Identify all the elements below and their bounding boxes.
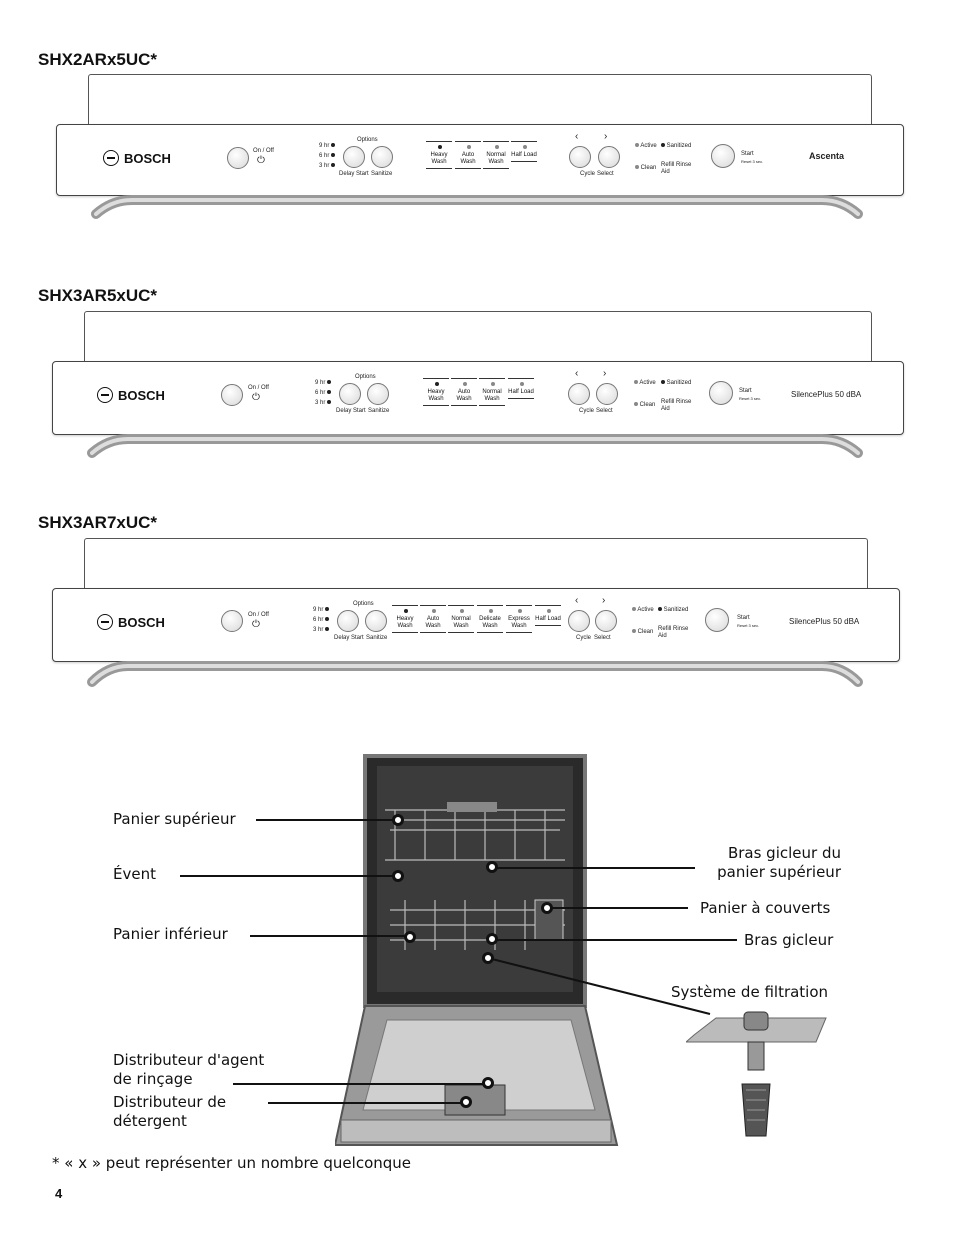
cycle-heavy-wash[interactable]: Heavy Wash [423,378,449,406]
callout-dot [404,931,416,943]
clean-indicator: Clean [632,402,655,409]
on-off-label: On / Off [253,148,274,154]
select-button[interactable] [596,383,618,405]
cycle-auto-wash[interactable]: Auto Wash [455,141,481,169]
options-label: Options [355,374,376,380]
select-label: Select [596,408,613,414]
control-panel-1 [52,74,904,264]
door-handle [52,431,904,503]
start-label: Start [741,151,754,157]
callout-dot [486,861,498,873]
cycle-normal-wash[interactable]: Normal Wash [448,605,474,633]
cycle-button[interactable] [569,146,591,168]
chevron-left-icon: ‹ [575,368,579,379]
cycle-delicate-wash[interactable]: Delicate Wash [477,605,503,633]
select-button[interactable] [598,146,620,168]
sanitize-label: Sanitize [371,171,393,177]
clean-indicator: Clean [633,165,656,172]
cycle-half-load[interactable]: Half Load [511,141,537,162]
sanitized-indicator: Sanitized [656,607,688,614]
door-handle [52,658,904,733]
cycle-heavy-wash[interactable]: Heavy Wash [426,141,452,169]
cycle-label: Cycle [580,171,596,177]
start-button[interactable] [705,608,729,632]
delay-3-label: 3 hr [319,163,335,170]
on-off-button[interactable] [221,610,243,632]
power-icon: ⏻ [252,392,260,403]
delay-6-label: 6 hr [319,153,335,160]
options-label: Options [357,137,378,143]
options-label: Options [353,601,374,607]
bosch-logo-icon [97,614,113,630]
reset-label: Reset 3 sec. [739,396,762,401]
door-top [88,74,872,127]
label-panier-inferieur: Panier inférieur [113,925,228,943]
on-off-label: On / Off [248,385,269,391]
delay-9-label: 9 hr [315,380,331,387]
cycle-normal-wash[interactable]: Normal Wash [479,378,505,406]
delay-start-label: Delay Start [339,171,369,177]
sanitized-indicator: Sanitized [659,380,691,387]
label-event: Évent [113,865,156,883]
clean-indicator: Clean [630,629,653,636]
callout-dot [541,902,553,914]
cycle-label: Cycle [579,408,595,414]
sanitize-button[interactable] [371,146,393,168]
delay-6-label: 6 hr [315,390,331,397]
label-systeme-filtration: Système de filtration [671,983,829,1001]
leader-line [480,950,715,1020]
callout-dot [482,1077,494,1089]
door-top [84,538,868,591]
reset-label: Reset 3 sec. [737,623,760,628]
delay-start-button[interactable] [343,146,365,168]
cycle-auto-wash[interactable]: Auto Wash [420,605,446,633]
sanitize-label: Sanitize [368,408,390,414]
filter-system-image [686,1010,832,1145]
chevron-left-icon: ‹ [575,595,579,606]
panel-strip [56,124,904,196]
sanitize-button[interactable] [367,383,389,405]
model-title-2: SHX3AR5xUC* [38,286,158,305]
delay-3-label: 3 hr [315,400,331,407]
start-label: Start [739,388,752,394]
power-icon: ⏻ [257,155,265,166]
delay-9-label: 9 hr [319,143,335,150]
brand: BOSCH [103,150,171,166]
label-detergent: Distributeur de détergent [113,1093,227,1130]
cycle-label: Cycle [576,635,592,641]
sanitized-indicator: Sanitized [659,143,691,150]
cycle-half-load[interactable]: Half Load [535,605,561,626]
start-label: Start [737,615,750,621]
leader-line [492,867,695,869]
control-panel-3 [52,538,904,733]
panel-strip [52,361,904,435]
cycle-auto-wash[interactable]: Auto Wash [451,378,477,406]
reset-label: Reset 3 sec. [741,159,764,164]
brand: BOSCH [97,387,165,403]
panel-strip [52,588,900,662]
door-handle [52,192,904,264]
callout-dot [486,933,498,945]
select-label: Select [597,171,614,177]
cycle-express-wash[interactable]: Express Wash [506,605,532,633]
delay-start-button[interactable] [339,383,361,405]
label-panier-couverts: Panier à couverts [700,899,831,917]
start-button[interactable] [711,144,735,168]
leader-line [268,1102,466,1104]
leader-line [492,939,737,941]
footnote: * « x » peut représenter un nombre quelconque [52,1154,412,1172]
model-title-1: SHX2ARx5UC* [38,50,158,69]
active-indicator: Active [632,380,656,387]
cycle-button[interactable] [568,610,590,632]
label-bras-gicleur: Bras gicleur [744,931,834,949]
bosch-logo-icon [97,387,113,403]
sanitize-label: Sanitize [366,635,388,641]
on-off-button[interactable] [227,147,249,169]
label-bras-gicleur-superieur: Bras gicleur du panier supérieur [717,844,841,881]
cycle-button[interactable] [568,383,590,405]
leader-line [546,907,688,909]
brand: BOSCH [97,614,165,630]
leader-line [180,875,398,877]
model-badge: Ascenta [809,151,845,161]
cycle-half-load[interactable]: Half Load [508,378,534,399]
callout-dot [392,814,404,826]
delay-start-label: Delay Start [334,635,364,641]
delay-6-label: 6 hr [313,617,329,624]
page-number: 4 [55,1186,63,1201]
delay-3-label: 3 hr [313,627,329,634]
active-indicator: Active [633,143,657,150]
chevron-right-icon: › [602,595,606,606]
cycle-normal-wash[interactable]: Normal Wash [483,141,509,169]
chevron-right-icon: › [604,131,608,142]
delay-start-label: Delay Start [336,408,366,414]
sanitize-button[interactable] [365,610,387,632]
on-off-label: On / Off [248,612,269,618]
select-label: Select [594,635,611,641]
label-panier-superieur: Panier supérieur [113,810,236,828]
chevron-right-icon: › [603,368,607,379]
active-indicator: Active [630,607,654,614]
bosch-logo-icon [103,150,119,166]
leader-line [233,1083,488,1085]
callout-dot [392,870,404,882]
delay-9-label: 9 hr [313,607,329,614]
callout-dot [460,1096,472,1108]
on-off-button[interactable] [221,384,243,406]
model-title-3: SHX3AR7xUC* [38,513,158,532]
label-rincage: Distributeur d'agent de rinçage [113,1051,265,1088]
control-panel-2 [52,311,904,501]
refill-rinse-aid-indicator: Refill Rinse Aid [658,626,689,639]
refill-rinse-aid-indicator: Refill Rinse Aid [661,399,692,412]
power-icon: ⏻ [252,619,260,630]
model-badge: SilencePlus 50 dBA [789,617,860,626]
start-button[interactable] [709,381,733,405]
door-top [84,311,872,364]
delay-start-button[interactable] [337,610,359,632]
model-badge: SilencePlus 50 dBA [791,390,862,399]
callout-dot [482,952,494,964]
refill-rinse-aid-indicator: Refill Rinse Aid [661,162,692,175]
leader-line [250,935,410,937]
select-button[interactable] [595,610,617,632]
cycle-heavy-wash[interactable]: Heavy Wash [392,605,418,633]
chevron-left-icon: ‹ [575,131,579,142]
leader-line [256,819,398,821]
